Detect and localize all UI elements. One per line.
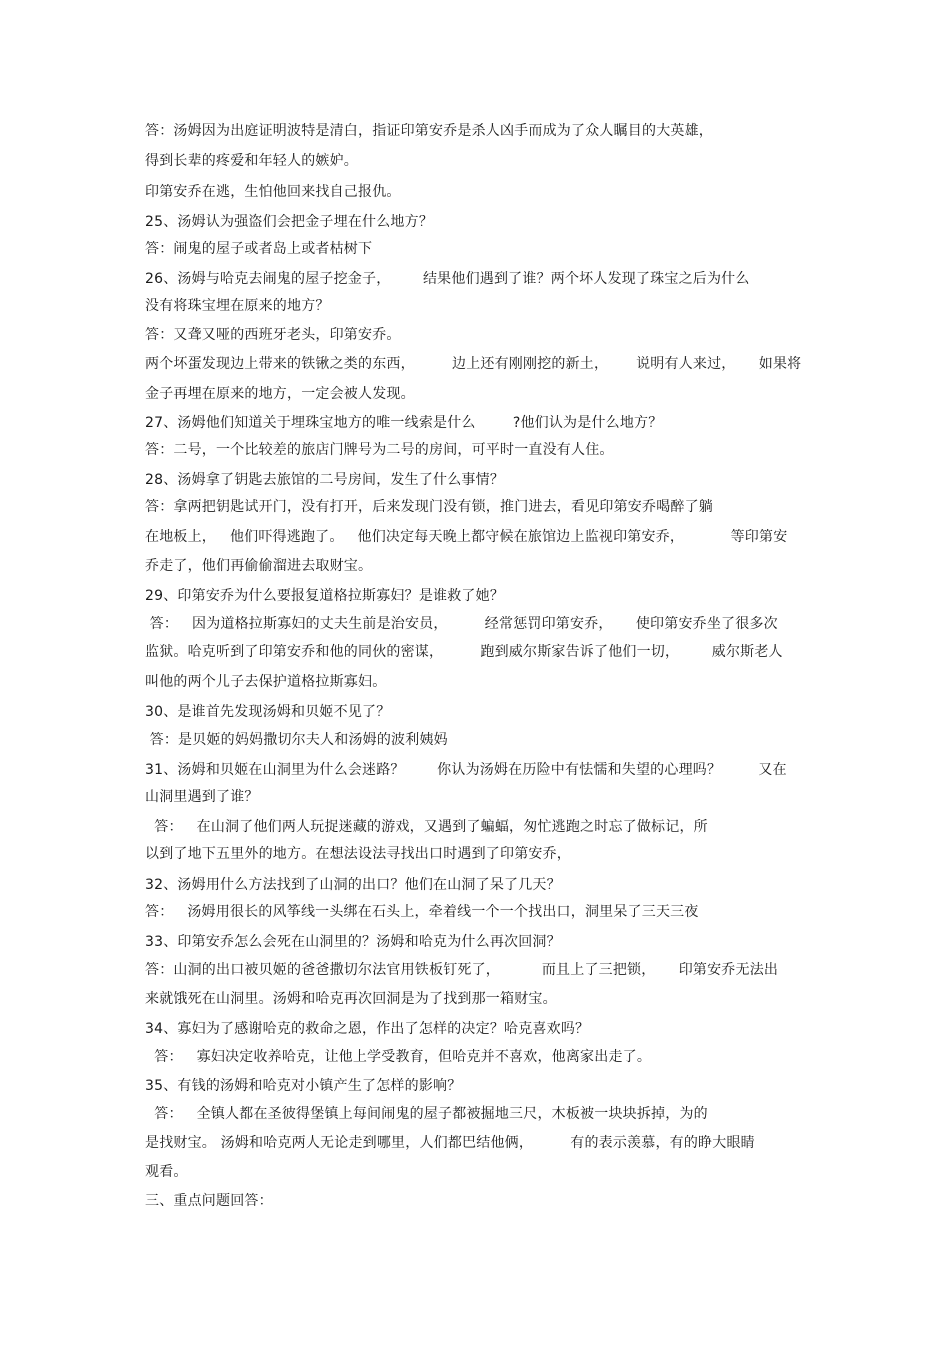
answer-line: 答：山洞的出口被贝姬的爸爸撒切尔法官用铁板钉死了， 而且上了三把锁， 印第安乔无法出 [145,962,779,978]
question-line: 没有将珠宝埋在原来的地方？ [145,298,330,314]
question-line: 32、汤姆用什么方法找到了山洞的出口？他们在山洞了呆了几天？ [145,877,561,893]
answer-line: 监狱。哈克听到了印第安乔和他的同伙的密谋， 跑到威尔斯家告诉了他们一切， 威尔斯老人 [145,644,783,660]
answer-line: 以到了地下五里外的地方。在想法设法寻找出口时遇到了印第安乔， [145,846,571,862]
answer-line: 答：又聋又哑的西班牙老头，印第安乔。 [145,327,401,343]
answer-line: 答：拿两把钥匙试开门，没有打开，后来发现门没有锁，推门进去，看见印第安乔喝醉了躺 [145,499,713,515]
answer-line: 答： 全镇人都在圣彼得堡镇上每间闹鬼的屋子都被掘地三尺，木板被一块块拆掉，为的 [145,1106,708,1122]
question-line: 31、汤姆和贝姬在山洞里为什么会迷路？ 你认为汤姆在历险中有怯懦和失望的心理吗？ 又在 [145,762,787,778]
answer-line: 答：汤姆因为出庭证明波特是清白，指证印第安乔是杀人凶手而成为了众人瞩目的大英雄， [145,123,713,139]
answer-line: 答： 在山洞了他们两人玩捉迷藏的游戏，又遇到了蝙蝠，匆忙逃跑之时忘了做标记，所 [145,819,708,835]
question-line: 34、寡妇为了感谢哈克的救命之恩，作出了怎样的决定？哈克喜欢吗？ [145,1021,590,1037]
question-line: 山洞里遇到了谁？ [145,789,259,805]
answer-line: 是找财宝。 汤姆和哈克两人无论走到哪里，人们都巴结他俩， 有的表示羡慕，有的睁大眼睛 [145,1135,755,1151]
answer-line: 乔走了，他们再偷偷溜进去取财宝。 [145,558,373,574]
answer-line: 金子再埋在原来的地方，一定会被人发现。 [145,386,415,402]
answer-line: 在地板上， 他们吓得逃跑了。 他们决定每天晚上都守候在旅馆边上监视印第安乔， 等印第安 [145,529,788,545]
question-line: 25、汤姆认为强盗们会把金子埋在什么地方？ [145,214,434,230]
question-line: 29、印第安乔为什么要报复道格拉斯寡妇？是谁救了她？ [145,588,505,604]
answer-line: 答： 寡妇决定收养哈克，让他上学受教育，但哈克并不喜欢，他离家出走了。 [145,1049,652,1065]
question-line: 27、汤姆他们知道关于埋珠宝地方的唯一线索是什么 ?他们认为是什么地方？ [145,415,663,431]
answer-line: 答：是贝姬的妈妈撒切尔夫人和汤姆的波利姨妈 [145,732,448,748]
answer-line: 来就饿死在山洞里。汤姆和哈克再次回洞是为了找到那一箱财宝。 [145,991,557,1007]
question-line: 33、印第安乔怎么会死在山洞里的？汤姆和哈克为什么再次回洞？ [145,934,561,950]
answer-line: 叫他的两个儿子去保护道格拉斯寡妇。 [145,674,387,690]
question-line: 26、汤姆与哈克去闹鬼的屋子挖金子， 结果他们遇到了谁？两个坏人发现了珠宝之后为什么 [145,271,750,287]
answer-line: 答：闹鬼的屋子或者岛上或者枯树下 [145,241,373,257]
question-line: 35、有钱的汤姆和哈克对小镇产生了怎样的影响？ [145,1078,462,1094]
answer-line: 得到长辈的疼爱和年轻人的嫉妒。 [145,153,358,169]
question-line: 28、汤姆拿了钥匙去旅馆的二号房间，发生了什么事情？ [145,472,505,488]
answer-line: 答：二号，一个比较差的旅店门牌号为二号的房间，可平时一直没有人住。 [145,442,614,458]
answer-line: 观看。 [145,1164,188,1180]
answer-line: 两个坏蛋发现边上带来的铁锹之类的东西， 边上还有刚刚挖的新土， 说明有人来过， 如果将 [145,356,802,372]
answer-line: 答： 因为道格拉斯寡妇的丈夫生前是治安员， 经常惩罚印第安乔， 使印第安乔坐了很多次 [145,616,778,632]
question-line: 30、是谁首先发现汤姆和贝姬不见了？ [145,704,391,720]
section-heading: 三、重点问题回答： [145,1193,273,1209]
answer-line: 印第安乔在逃，生怕他回来找自己报仇。 [145,184,401,200]
answer-line: 答： 汤姆用很长的风筝线一头绑在石头上，牵着线一个一个找出口，洞里呆了三天三夜 [145,904,699,920]
